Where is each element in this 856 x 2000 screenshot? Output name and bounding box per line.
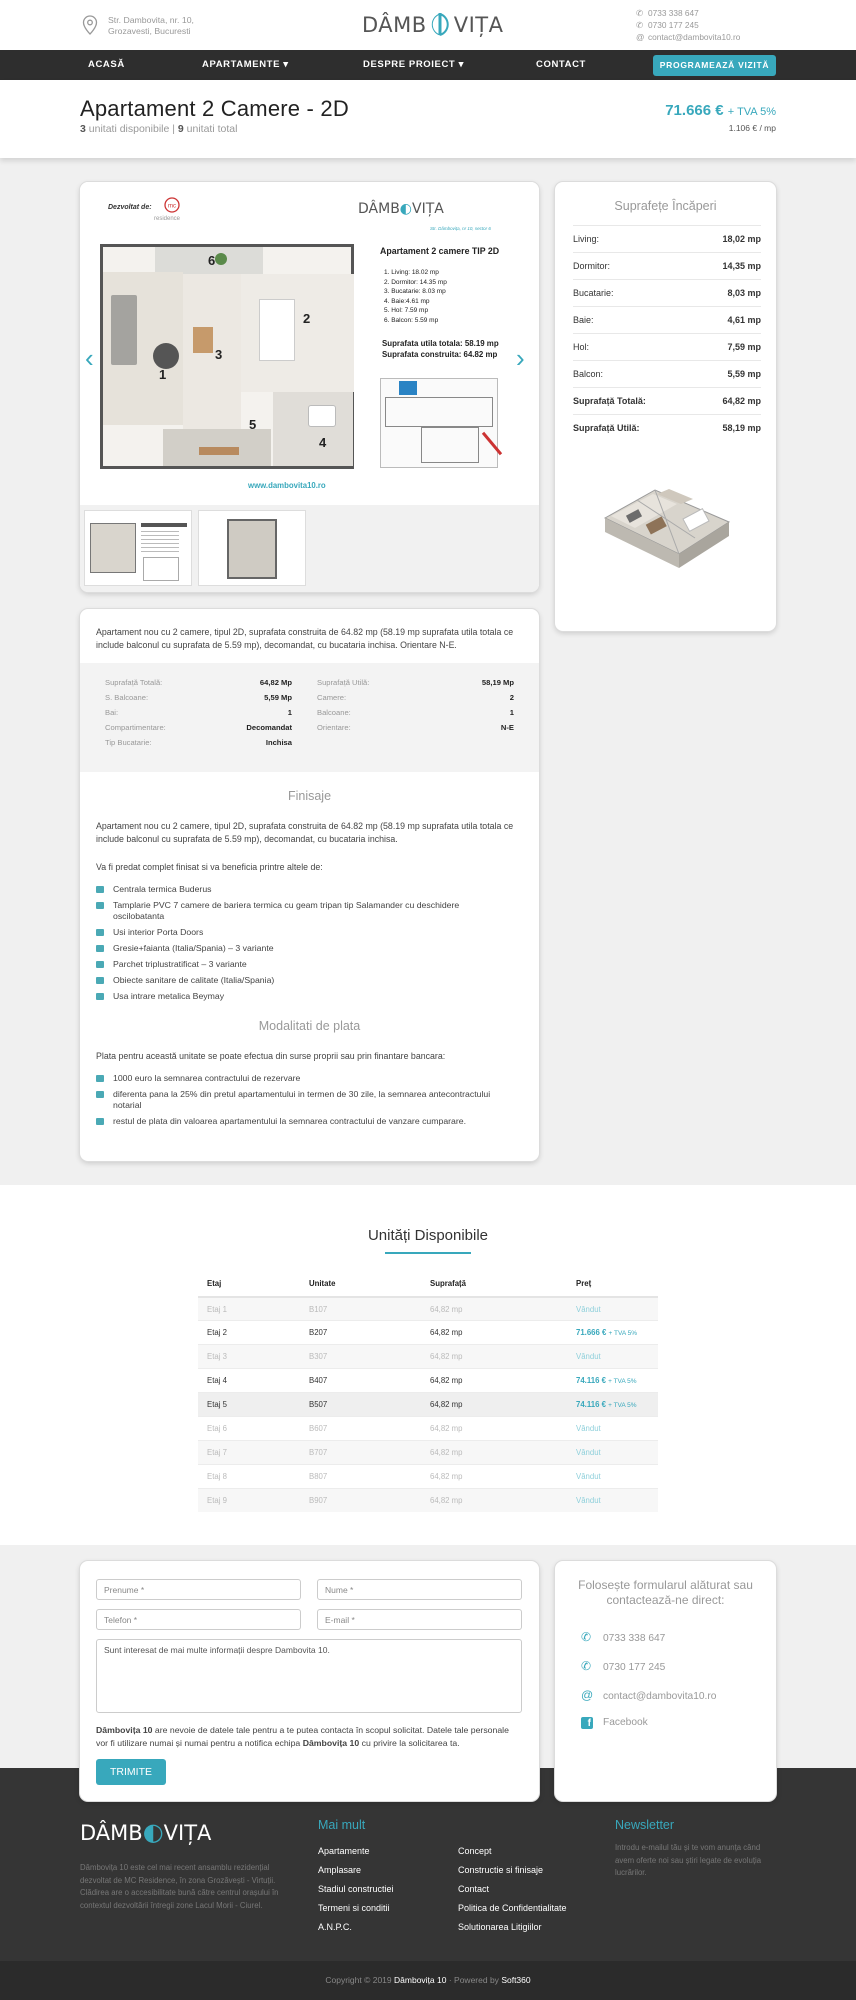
surface-value: 58,19 mp xyxy=(722,423,761,433)
spec-value: Decomandat xyxy=(246,723,292,732)
surface-label: Hol: xyxy=(573,342,590,352)
page-title: Apartament 2 Camere - 2D xyxy=(80,96,349,121)
table-row[interactable] xyxy=(198,1464,658,1488)
footer-link[interactable]: Apartamente xyxy=(318,1846,370,1856)
spec-label: Camere: xyxy=(317,693,347,702)
header-email-text: contact@dambovita10.ro xyxy=(648,32,741,42)
units-title: Unități Disponibile xyxy=(367,1227,489,1244)
table-row[interactable] xyxy=(198,1416,658,1440)
room-number-4: 4 xyxy=(319,435,327,450)
table-header xyxy=(198,1272,658,1296)
floor-plan-image[interactable] xyxy=(80,182,539,505)
finish-item-text: Tamplarie PVC 7 camere de bariera termica cu geam tripan tip Salamander cu deschidere oscilobatanta xyxy=(113,900,460,921)
building-outline xyxy=(385,397,493,427)
header-phone-2-text: 0730 177 245 xyxy=(648,20,699,30)
thumbnail-1-text xyxy=(141,531,179,553)
cell-price-value: 74.116 € xyxy=(576,1400,606,1409)
last-name-field[interactable]: Nume * xyxy=(317,1579,522,1600)
payment-item xyxy=(96,1089,516,1111)
cell-unit: B907 xyxy=(309,1496,328,1505)
payment-item-text: diferenta pana la 25% din pretul apartamentului in termen de 30 zile, la semnarea antecontractului notarial xyxy=(113,1089,491,1110)
cell-area: 64,82 mp xyxy=(430,1352,463,1361)
thumbnail-2[interactable] xyxy=(198,510,306,586)
contact-phone-2[interactable] xyxy=(581,1659,665,1673)
bullet-icon xyxy=(96,1075,104,1082)
footer-about: Dâmbovița 10 este cel mai recent ansamblu rezidențial dezvoltat de MC Residence, în zona Grozăvești - Virtuții. Clădirea are o accesibilitate bună către centrul orașului în contextul dezvoltării întregii zone Lacul Morii - Ciurel. xyxy=(80,1863,279,1910)
footer-logo-right: VIȚA xyxy=(163,1821,212,1845)
available-count: 3 xyxy=(80,123,86,135)
room-number-5: 5 xyxy=(249,417,257,432)
room-number-2: 2 xyxy=(303,311,311,326)
cell-floor: Etaj 4 xyxy=(207,1376,227,1385)
header-phone-1-text: 0733 338 647 xyxy=(648,8,699,18)
footer-link[interactable]: A.N.P.C. xyxy=(318,1922,352,1932)
footer-logo-mark-icon: ◐ xyxy=(142,1818,164,1846)
developer-logo-icon xyxy=(164,197,180,213)
gallery-prev-icon[interactable]: ‹ xyxy=(85,343,94,373)
col-price: Preț xyxy=(576,1279,592,1288)
cell-unit: B307 xyxy=(309,1352,328,1361)
footer-link[interactable]: Amplasare xyxy=(318,1865,362,1875)
surface-row-bedroom xyxy=(573,253,761,280)
contact-phone-1[interactable] xyxy=(581,1630,665,1644)
cell-area: 64,82 mp xyxy=(430,1400,463,1409)
main-nav xyxy=(0,50,856,80)
cell-area: 64,82 mp xyxy=(430,1376,463,1385)
sofa-shape xyxy=(111,295,137,365)
table-row[interactable] xyxy=(198,1344,658,1368)
developer-name: residence xyxy=(154,216,181,222)
consent-text-2: cu privire la solicitarea ta. xyxy=(361,1738,460,1748)
cell-price: Vândut xyxy=(576,1472,601,1481)
bullet-icon xyxy=(96,945,104,952)
surface-row-hall xyxy=(573,334,761,361)
bullet-icon xyxy=(96,929,104,936)
thumbnail-1-map xyxy=(143,557,179,581)
header-phone-1[interactable] xyxy=(636,7,740,19)
price-block xyxy=(665,102,776,119)
address-line-1: Str. Dambovita, nr. 10, xyxy=(108,15,194,25)
spec-value: 1 xyxy=(509,708,514,717)
finish-item xyxy=(96,884,516,895)
phone-icon: ✆ xyxy=(581,1630,592,1644)
surface-label: Bucatarie: xyxy=(573,288,614,298)
finish-item-text: Usa intrare metalica Beymay xyxy=(113,991,225,1001)
cell-floor: Etaj 9 xyxy=(207,1496,227,1505)
cell-floor: Etaj 6 xyxy=(207,1424,227,1433)
surface-value: 18,02 mp xyxy=(722,234,761,244)
unit-highlight xyxy=(399,381,417,395)
room-number-1: 1 xyxy=(159,367,167,382)
contact-email-text: contact@dambovita10.ro xyxy=(603,1691,717,1702)
table-row[interactable] xyxy=(198,1440,658,1464)
gallery-card xyxy=(80,182,539,592)
top-header xyxy=(0,0,856,50)
surface-value: 8,03 mp xyxy=(727,288,761,298)
finish-item-text: Centrala termica Buderus xyxy=(113,884,212,894)
spec-value: 58,19 Mp xyxy=(481,678,514,687)
spec-value: 1 xyxy=(287,708,292,717)
footer-link[interactable]: Termeni si conditii xyxy=(318,1903,390,1913)
room-number-3: 3 xyxy=(215,347,223,362)
cell-unit: B507 xyxy=(309,1400,328,1409)
table-row[interactable] xyxy=(198,1296,658,1320)
footer-logo-left: DÂMB xyxy=(80,1821,143,1845)
footer-link[interactable]: Concept xyxy=(458,1846,492,1856)
surface-value: 7,59 mp xyxy=(727,342,761,352)
payment-item xyxy=(96,1116,516,1127)
nav-home[interactable]: ACASĂ xyxy=(88,59,125,70)
surface-value: 64,82 mp xyxy=(722,396,761,406)
floor-plan-drawing xyxy=(100,244,354,469)
surfaces-card xyxy=(555,182,776,631)
spec-label: Suprafață Utilă: xyxy=(317,678,370,687)
header-contacts xyxy=(636,7,740,43)
plan-address: Str. Dâmbovița, nr 10, sector 6 xyxy=(430,226,491,231)
surface-label: Living: xyxy=(573,234,600,244)
thumbnail-2-plan xyxy=(227,519,277,579)
building-location-plan xyxy=(380,378,498,468)
surfaces-title: Suprafețe Încăperi xyxy=(614,199,717,213)
spec-orientation xyxy=(317,721,514,735)
cell-area: 64,82 mp xyxy=(430,1496,463,1505)
spec-rooms xyxy=(317,691,514,705)
finish-item xyxy=(96,975,516,986)
surface-row-kitchen xyxy=(573,280,761,307)
surface-value: 4,61 mp xyxy=(727,315,761,325)
copyright-brand[interactable]: Dâmbovița 10 xyxy=(394,1975,447,1985)
site-logo[interactable] xyxy=(362,11,503,37)
nav-contact[interactable]: CONTACT xyxy=(536,59,586,70)
finishes-title: Finisaje xyxy=(287,789,332,803)
vat-label: + TVA 5% xyxy=(727,106,776,118)
details-intro: Apartament nou cu 2 camere, tipul 2D, suprafata construita de 64.82 mp (58.19 mp suprafata utila totala ce include balconul cu suprafata de 5.59 mp), decomandat, cu bucataria inchisa. Orientare N-E. xyxy=(96,627,514,650)
bullet-icon xyxy=(96,902,104,909)
plan-room-5: 5. Hol: 7.59 mp xyxy=(384,307,429,314)
plan-logo xyxy=(358,201,444,217)
bullet-icon xyxy=(96,1118,104,1125)
newsletter-text: Introdu e-mailul tău și te vom anunța când avem oferte noi sau știri legate de evoluția lucrărilor. xyxy=(615,1843,762,1877)
cell-vat: + TVA 5% xyxy=(608,1378,637,1385)
cell-floor: Etaj 1 xyxy=(207,1305,227,1314)
total-count: 9 xyxy=(177,123,184,135)
payment-item xyxy=(96,1073,516,1084)
svg-text:mc: mc xyxy=(168,203,176,210)
plan-logo-right: VIȚA xyxy=(412,201,444,217)
phone-icon: ✆ xyxy=(636,20,643,30)
table-row[interactable] xyxy=(198,1488,658,1512)
message-field[interactable]: Sunt interesat de mai multe informații despre Dambovita 10. xyxy=(96,1639,522,1713)
cell-floor: Etaj 7 xyxy=(207,1448,227,1457)
bullet-icon xyxy=(96,886,104,893)
contact-form-card xyxy=(80,1561,539,1801)
plan-room-3: 3. Bucatarie: 8.03 mp xyxy=(384,288,446,295)
payment-item-text: 1000 euro la semnarea contractului de rezervare xyxy=(113,1073,301,1083)
cell-area: 64,82 mp xyxy=(430,1305,463,1314)
bedroom-area xyxy=(241,274,354,392)
table-row[interactable] xyxy=(198,1368,658,1392)
bed-shape xyxy=(259,299,295,361)
plan-util-total: Suprafata utila totala: 58.19 mp xyxy=(382,339,499,348)
header-phone-2[interactable] xyxy=(636,19,740,31)
cell-price: Vândut xyxy=(576,1496,601,1505)
bathtub-shape xyxy=(308,405,336,427)
finish-item-text: Parchet triplustratificat – 3 variante xyxy=(113,959,247,969)
spec-total-area xyxy=(105,676,292,690)
room-number-6: 6 xyxy=(208,253,216,268)
cell-unit: B407 xyxy=(309,1376,328,1385)
finishes-lead: Va fi predat complet finisat si va beneficia printre altele de: xyxy=(96,862,323,872)
price: 71.666 € xyxy=(665,102,724,119)
consent-text xyxy=(96,1724,516,1750)
finish-item xyxy=(96,991,516,1002)
finish-item xyxy=(96,943,516,954)
schedule-visit-button[interactable]: PROGRAMEAZĂ VIZITĂ xyxy=(653,55,776,76)
surface-row-total xyxy=(573,388,761,415)
newsletter-title: Newsletter xyxy=(615,1818,675,1832)
footer-link[interactable]: Constructie si finisaje xyxy=(458,1865,544,1875)
thumbnail-1[interactable] xyxy=(84,510,192,586)
at-icon: @ xyxy=(636,32,645,42)
table-row[interactable] xyxy=(198,1392,658,1416)
cell-price xyxy=(576,1393,637,1418)
cell-area: 64,82 mp xyxy=(430,1448,463,1457)
spec-balconies xyxy=(317,706,514,720)
surface-value: 14,35 mp xyxy=(722,261,761,271)
cell-unit: B807 xyxy=(309,1472,328,1481)
cell-unit: B207 xyxy=(309,1328,328,1337)
cell-price-value: 71.666 € xyxy=(576,1328,607,1337)
bathroom-area xyxy=(273,392,353,466)
bullet-icon xyxy=(96,993,104,1000)
plan-constr-total: Suprafata construita: 64.82 mp xyxy=(382,350,498,359)
surface-row-living xyxy=(573,226,761,253)
surface-row-usable xyxy=(573,415,761,442)
cell-price xyxy=(576,1369,637,1394)
surface-label: Balcon: xyxy=(573,369,604,379)
table-row[interactable] xyxy=(198,1320,658,1344)
price-per-sqm: 1.106 € / mp xyxy=(728,123,776,133)
map-pin-icon xyxy=(82,15,98,35)
contact-info-card xyxy=(555,1561,776,1801)
email-field[interactable]: E-mail * xyxy=(317,1609,522,1630)
spec-label: Tip Bucatarie: xyxy=(105,738,152,747)
contact-title: Folosește formularul alăturat sau contactează-ne direct: xyxy=(578,1578,753,1607)
contact-facebook-text: Facebook xyxy=(603,1717,648,1728)
total-label: unitati total xyxy=(186,123,238,135)
plan-logo-mark-icon: ◐ xyxy=(399,201,413,217)
contact-phone-1-text: 0733 338 647 xyxy=(603,1633,666,1644)
col-unit: Unitate xyxy=(309,1279,336,1288)
plan-rooms-list xyxy=(384,268,534,325)
header-email[interactable] xyxy=(636,31,740,43)
surface-label: Baie: xyxy=(573,315,594,325)
building-outline-lower xyxy=(421,427,479,463)
cell-unit: B107 xyxy=(309,1305,328,1314)
copyright-bar xyxy=(0,1961,856,2000)
payment-item-text: restul de plata din valoarea apartamentului la semnarea contractului de vanzare cumparare. xyxy=(113,1116,467,1126)
plan-room-6: 6. Balcon: 5.59 mp xyxy=(384,316,439,324)
cell-price: Vândut xyxy=(576,1305,601,1314)
plan-logo-left: DÂMB xyxy=(358,201,400,217)
contact-facebook[interactable] xyxy=(581,1717,648,1729)
cell-floor: Etaj 2 xyxy=(207,1328,227,1337)
plant-shape xyxy=(215,253,227,265)
thumbnail-1-plan xyxy=(90,523,136,573)
bullet-icon xyxy=(96,977,104,984)
spec-usable-area xyxy=(317,676,514,690)
col-area: Suprafață xyxy=(430,1279,466,1288)
bullet-icon xyxy=(96,1091,104,1098)
cell-unit: B707 xyxy=(309,1448,328,1457)
logo-text-right: VIȚA xyxy=(453,13,504,37)
address-line-2: Grozavesti, Bucuresti xyxy=(108,26,191,36)
apartment-3d-render[interactable] xyxy=(597,468,735,578)
plan-room-4: 4. Baie:4.61 mp xyxy=(384,297,430,305)
finishes-intro: Apartament nou cu 2 camere, tipul 2D, suprafata construita de 64.82 mp (58.19 mp suprafata utila totala ce include balconul cu suprafata de 5.59 mp), decomandat, cu bucataria inchisa. xyxy=(96,821,514,844)
payment-title: Modalitati de plata xyxy=(258,1019,361,1033)
listing-header xyxy=(0,80,856,158)
spec-value: 2 xyxy=(509,693,514,702)
cell-area: 64,82 mp xyxy=(430,1328,463,1337)
surface-label: Suprafață Totală: xyxy=(573,396,646,406)
spec-label: S. Balcoane: xyxy=(105,693,149,702)
spec-balcony-area xyxy=(105,691,292,705)
finish-item xyxy=(96,959,516,970)
plan-room-1: 1. Living: 18.02 mp xyxy=(384,269,439,276)
gallery-next-icon[interactable]: › xyxy=(516,343,525,373)
cell-floor: Etaj 5 xyxy=(207,1400,227,1409)
developer-label: Dezvoltat de: xyxy=(108,204,152,211)
phone-icon: ✆ xyxy=(581,1659,592,1673)
powered-label: · Powered by xyxy=(448,1975,499,1985)
spec-bathrooms xyxy=(105,706,292,720)
footer-link[interactable]: Solutionarea Litigiilor xyxy=(458,1922,542,1932)
bullet-icon xyxy=(96,961,104,968)
consent-brand: Dâmbovița 10 xyxy=(96,1725,153,1735)
surface-label: Dormitor: xyxy=(573,261,611,271)
plan-title: Apartament 2 camere TIP 2D xyxy=(380,246,500,256)
cell-vat: + TVA 5% xyxy=(608,1330,638,1337)
specs-panel xyxy=(80,663,539,772)
contact-phone-2-text: 0730 177 245 xyxy=(603,1662,666,1673)
surface-row-bathroom xyxy=(573,307,761,334)
spec-value: 5,59 Mp xyxy=(264,693,292,702)
at-icon: @ xyxy=(581,1688,594,1702)
footer-link[interactable]: Stadiul constructiei xyxy=(318,1884,394,1894)
thumbnail-strip xyxy=(80,505,539,592)
finish-item-text: Usi interior Porta Doors xyxy=(113,927,204,937)
nav-apartments[interactable]: APARTAMENTE ▾ xyxy=(202,59,289,70)
footer-more-title: Mai mult xyxy=(318,1818,366,1832)
logo-text-left: DÂMB xyxy=(362,13,427,37)
cell-floor: Etaj 3 xyxy=(207,1352,227,1361)
spec-value: 64,82 Mp xyxy=(259,678,292,687)
phone-field[interactable]: Telefon * xyxy=(96,1609,301,1630)
first-name-field[interactable]: Prenume * xyxy=(96,1579,301,1600)
finish-item xyxy=(96,927,516,938)
spec-label: Bai: xyxy=(105,708,119,717)
thumbnail-1-line xyxy=(141,523,187,527)
cell-area: 64,82 mp xyxy=(430,1424,463,1433)
spec-kitchen-type xyxy=(105,736,292,750)
spec-label: Compartimentare: xyxy=(105,723,166,732)
cell-price: Vândut xyxy=(576,1424,601,1433)
nav-about-project[interactable]: DESPRE PROIECT ▾ xyxy=(363,59,464,70)
plan-totals xyxy=(382,338,537,360)
finish-item-text: Gresie+faianta (Italia/Spania) – 3 variante xyxy=(113,943,274,953)
submit-button[interactable]: TRIMITE xyxy=(96,1759,166,1785)
spec-label: Orientare: xyxy=(317,723,351,732)
consent-text-1: are nevoie de datele tale pentru a te putea contacta în scopul solicitat. Datele tale personale vor fi utilizare numai și numai pentru a notifica echipa xyxy=(96,1725,509,1748)
cell-price: Vândut xyxy=(576,1448,601,1457)
cell-unit: B607 xyxy=(309,1424,328,1433)
surface-value: 5,59 mp xyxy=(727,369,761,379)
availability-summary xyxy=(80,123,237,135)
cell-price: Vândut xyxy=(576,1352,601,1361)
footer-link[interactable]: Politica de Confidentialitate xyxy=(458,1903,567,1913)
footer-link[interactable]: Contact xyxy=(458,1884,490,1894)
finish-item xyxy=(96,900,476,922)
cell-price-value: 74.116 € xyxy=(576,1376,606,1385)
facebook-icon: f xyxy=(581,1717,593,1729)
details-card xyxy=(80,609,539,1161)
plan-room-2: 2. Dormitor: 14.35 mp xyxy=(384,278,447,286)
spec-value: N-E xyxy=(500,723,514,732)
surface-label: Suprafață Utilă: xyxy=(573,423,640,433)
spec-layout xyxy=(105,721,292,735)
plan-url: www.dambovita10.ro xyxy=(248,481,326,490)
units-title-underline xyxy=(385,1252,471,1254)
rug-shape xyxy=(153,343,179,369)
contact-email[interactable] xyxy=(581,1688,716,1702)
consent-brand-2: Dâmbovița 10 xyxy=(302,1738,360,1748)
logo-mark-icon xyxy=(427,11,454,37)
surface-row-balcony xyxy=(573,361,761,388)
cell-floor: Etaj 8 xyxy=(207,1472,227,1481)
finish-item-text: Obiecte sanitare de calitate (Italia/Spania) xyxy=(113,975,275,985)
footer-logo[interactable] xyxy=(80,1818,211,1846)
spec-label: Balcoane: xyxy=(317,708,351,717)
cell-price xyxy=(576,1321,637,1346)
phone-icon: ✆ xyxy=(636,8,643,18)
cell-vat: + TVA 5% xyxy=(608,1402,637,1409)
header-address xyxy=(108,15,194,37)
col-floor: Etaj xyxy=(207,1279,222,1288)
powered-by-link[interactable]: Soft360 xyxy=(501,1975,531,1985)
table-shape xyxy=(193,327,213,353)
available-label: unitati disponibile | xyxy=(88,123,175,135)
copyright-text: Copyright © 2019 xyxy=(325,1975,392,1985)
spec-label: Suprafață Totală: xyxy=(105,678,163,687)
cell-area: 64,82 mp xyxy=(430,1472,463,1481)
payment-lead: Plata pentru această unitate se poate efectua din surse proprii sau prin finantare bancara: xyxy=(96,1051,446,1061)
bench-shape xyxy=(199,447,239,455)
spec-value: Inchisa xyxy=(265,738,292,747)
